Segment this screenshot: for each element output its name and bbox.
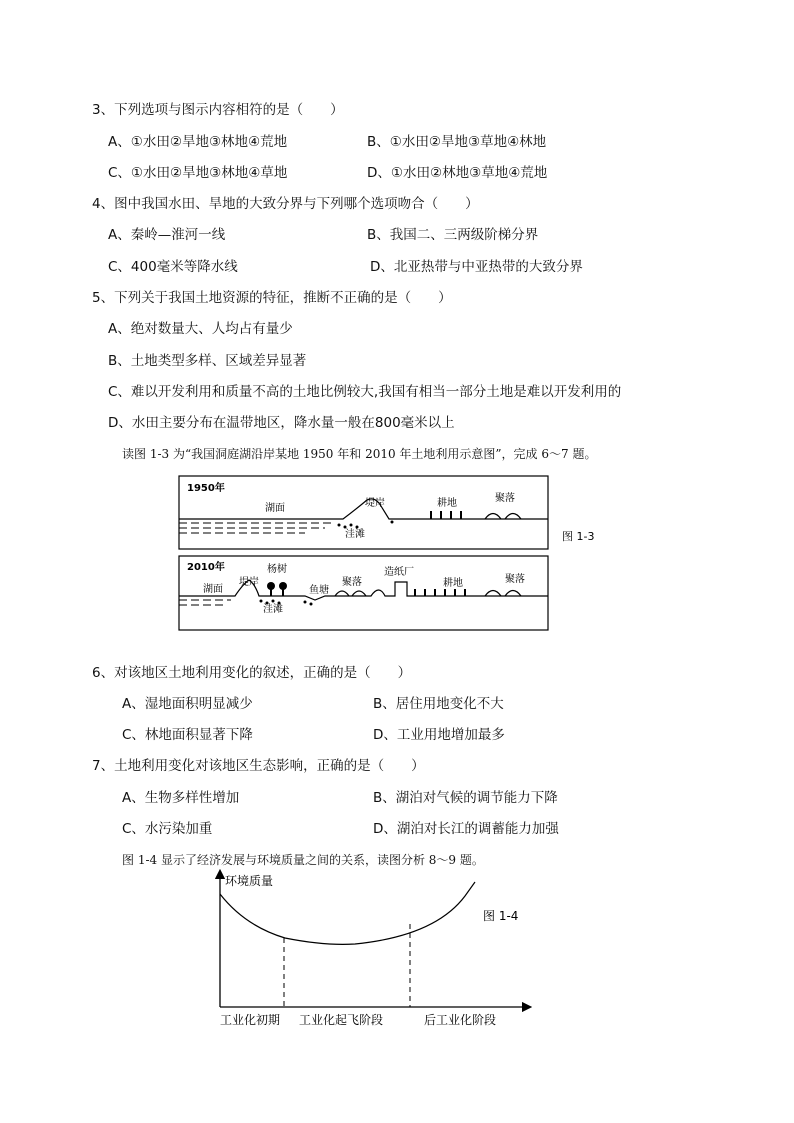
- fig14-ylabel: 环境质量: [225, 874, 274, 888]
- fig14-stage-1: 工业化初期: [220, 1013, 281, 1027]
- q5-option-d: D、水田主要分布在温带地区，降水量一般在800毫米以上: [108, 415, 455, 431]
- q5-option-c: C、难以开发利用和质量不高的土地比例较大,我国有相当一部分土地是难以开发利用的: [108, 384, 622, 400]
- fig13-bottom-pond: 鱼塘: [309, 585, 329, 596]
- fig13-top-year: 1950年: [187, 483, 225, 494]
- q6-option-c: C、林地面积显著下降: [122, 727, 253, 743]
- fig13-top-lake: 湖面: [265, 503, 285, 514]
- q5-option-a: A、绝对数量大、人均占有量少: [108, 321, 293, 337]
- intro-q8-q9: 图 1-4 显示了经济发展与环境质量之间的关系，读图分析 8～9 题。: [122, 853, 484, 867]
- figure-1-4: [205, 866, 545, 1032]
- fig14-curve: [220, 882, 475, 944]
- fig13-top-farm: 耕地: [437, 498, 457, 509]
- q4-option-d: D、北亚热带与中亚热带的大致分界: [370, 259, 583, 275]
- q7-option-b: B、湖泊对气候的调节能力下降: [373, 790, 558, 806]
- q3-option-a: A、①水田②旱地③林地④荒地: [108, 134, 288, 150]
- fig13-bottom-factory: 造纸厂: [384, 567, 414, 578]
- q7-option-a: A、生物多样性增加: [122, 790, 240, 806]
- q7-stem: 7、土地利用变化对该地区生态影响，正确的是（ ）: [92, 758, 425, 774]
- fig13-bottom-dike: 堤岸: [239, 577, 259, 588]
- q4-option-b: B、我国二、三两级阶梯分界: [367, 227, 539, 243]
- fig13-top-dike: 堤岸: [365, 498, 385, 509]
- fig13-bottom-year: 2010年: [187, 562, 225, 573]
- fig13-top-village: 聚落: [495, 493, 515, 504]
- q6-option-a: A、湿地面积明显减少: [122, 696, 253, 712]
- q3-option-b: B、①水田②旱地③草地④林地: [367, 134, 547, 150]
- q3-option-d: D、①水田②林地③草地④荒地: [367, 165, 548, 181]
- figure-1-3: [175, 472, 615, 634]
- q6-stem: 6、对该地区土地利用变化的叙述，正确的是（ ）: [92, 665, 412, 681]
- q7-option-d: D、湖泊对长江的调蓄能力加强: [373, 821, 559, 837]
- fig14-stage-2: 工业化起飞阶段: [299, 1013, 384, 1027]
- fig14-stage-3: 后工业化阶段: [424, 1013, 497, 1027]
- q3-stem: 3、下列选项与图示内容相符的是（ ）: [92, 102, 344, 118]
- fig13-bottom-farm: 耕地: [443, 578, 463, 589]
- q5-option-b: B、土地类型多样、区域差异显著: [108, 353, 307, 369]
- q5-stem: 5、下列关于我国土地资源的特征，推断不正确的是（ ）: [92, 290, 452, 306]
- fig13-top-beach: 洼滩: [345, 529, 365, 540]
- fig13-bottom-beach: 洼滩: [263, 604, 283, 615]
- q3-option-c: C、①水田②旱地③林地④草地: [108, 165, 288, 181]
- fig13-bottom-lake: 湖面: [203, 584, 223, 595]
- intro-q6-q7: 读图 1-3 为“我国洞庭湖沿岸某地 1950 年和 2010 年土地利用示意图”，完成 6～7 题。: [122, 447, 597, 461]
- fig13-caption: 图 1-3: [562, 530, 595, 543]
- q4-option-a: A、秦岭—淮河一线: [108, 227, 226, 243]
- q4-stem: 4、图中我国水田、旱地的大致分界与下列哪个选项吻合（ ）: [92, 196, 479, 212]
- fig13-bottom-village2: 聚落: [505, 574, 525, 585]
- q6-option-d: D、工业用地增加最多: [373, 727, 505, 743]
- q6-option-b: B、居住用地变化不大: [373, 696, 504, 712]
- fig14-caption: 图 1-4: [483, 909, 519, 923]
- q4-option-c: C、400毫米等降水线: [108, 259, 238, 275]
- q7-option-c: C、水污染加重: [122, 821, 213, 837]
- fig13-bottom-village1: 聚落: [342, 577, 362, 588]
- fig13-bottom-poplar: 杨树: [267, 564, 287, 575]
